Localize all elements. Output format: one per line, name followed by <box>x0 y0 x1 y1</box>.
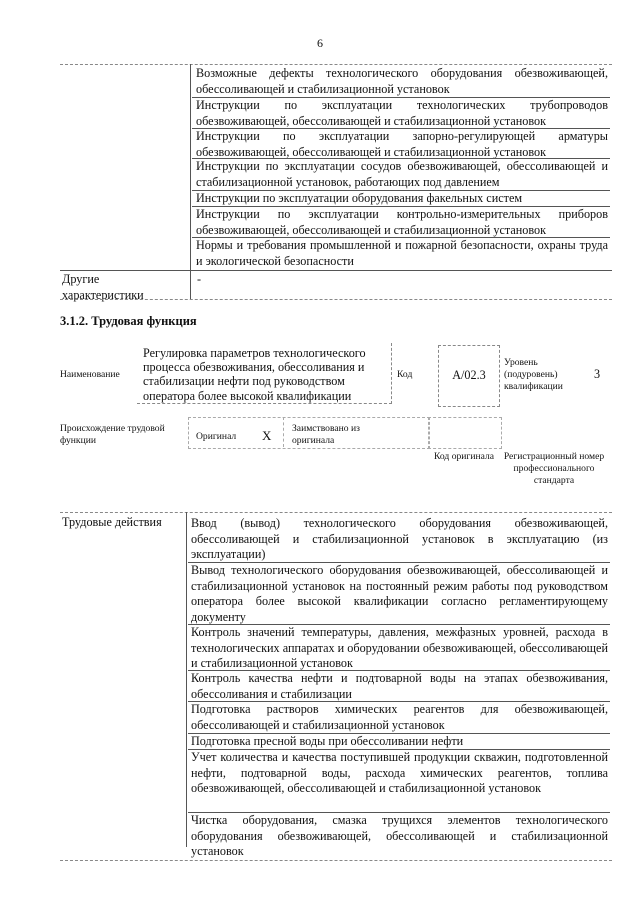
other-characteristics-value: - <box>197 272 202 286</box>
table-row: Инструкции по эксплуатации оборудования факельных систем <box>196 191 523 205</box>
code-label: Код <box>397 369 413 380</box>
code-box <box>438 345 500 407</box>
level-value: 3 <box>594 367 601 381</box>
table-row: Инструкции по эксплуатации запорно-регулирующей арматуры обезвоживающей, обессоливающей и стабилизационной установок <box>196 129 608 159</box>
table-row: Инструкции по эксплуатации сосудов обезвоживающей, обессоливающей и стабилизационной установок, работающих под давлением <box>196 159 608 189</box>
original-label: Оригинал <box>196 431 237 442</box>
original-mark: X <box>262 428 272 443</box>
function-name: Регулировка параметров технологического процесса обезвоживания, обессоливания и стабилизации нефти под руководством оператора более высокой квалификации <box>143 346 366 403</box>
reg-number-label: Регистрационный номер профессионального стандарта <box>503 451 605 486</box>
code-original-box <box>428 417 502 449</box>
name-label: Наименование <box>60 369 120 380</box>
labor-actions-label: Трудовые действия <box>62 515 162 529</box>
table-row: Возможные дефекты технологического оборудования обезвоживающей, обессоливающей и стабилизационной установок <box>196 66 608 96</box>
function-code: A/02.3 <box>452 368 486 382</box>
list-item: Чистка оборудования, смазка трущихся элементов технологического оборудования обезвоживающей, обессоливающей и стабилизационной установок <box>191 813 608 858</box>
table-row: Нормы и требования промышленной и пожарной безопасности, охраны труда и экологической безопасности <box>196 238 608 268</box>
table-top-border <box>60 64 612 65</box>
name-box <box>137 343 392 404</box>
list-item: Подготовка растворов химических реагентов для обезвоживающей, обессоливающей и стабилизационной установок <box>191 702 608 732</box>
row-divider <box>60 270 612 271</box>
table-bottom-border <box>60 299 612 300</box>
table-row: Инструкции по эксплуатации технологических трубопроводов обезвоживающей, обессоливающей и стабилизационной установок <box>196 98 608 128</box>
code-original-label: Код оригинала <box>433 451 495 462</box>
list-item: Контроль качества нефти и подтоварной воды на этапах обезвоживания, обессоливания и стабилизации <box>191 671 608 701</box>
list-item: Контроль значений температуры, давления, межфазных уровней, расхода в технологических аппаратах и оборудовании обезвоживающей, обессоливающей и стабилизационной установок <box>191 625 608 670</box>
borrowed-label: Заимствовано из оригинала <box>292 423 360 446</box>
table-row: Инструкции по эксплуатации контрольно-измерительных приборов обезвоживающей, обессоливающей и стабилизационной установок <box>196 207 608 237</box>
list-item: Учет количества и качества поступившей продукции скважин, подготовленной нефти, подтоварной воды, расхода химических реагентов, топлива обезвоживающей, обессоливающей и стабилизационной установок <box>191 750 608 795</box>
other-characteristics-label: Другие характеристики <box>62 272 144 302</box>
origin-divider <box>283 417 284 447</box>
section-heading: 3.1.2. Трудовая функция <box>60 314 197 328</box>
table-column-divider <box>190 64 191 299</box>
page-number: 6 <box>317 36 323 50</box>
list-item: Подготовка пресной воды при обессоливании нефти <box>191 734 464 748</box>
list-item: Ввод (вывод) технологического оборудования обезвоживающей, обессоливающей и стабилизационной установок в эксплуатацию (из эксплуатации) <box>191 516 608 561</box>
list-item: Вывод технологического оборудования обезвоживающей, обессоливающей и стабилизационной установок на постоянный режим работы под руководством оператора более высокой квалификации согласно регламентирующему документу <box>191 563 608 624</box>
level-label: Уровень (подуровень) квалификации <box>504 357 563 392</box>
table-top-border <box>60 512 612 513</box>
table-bottom-border <box>60 860 612 861</box>
origin-label: Происхождение трудовой функции <box>60 423 165 446</box>
table-column-divider <box>186 512 187 847</box>
